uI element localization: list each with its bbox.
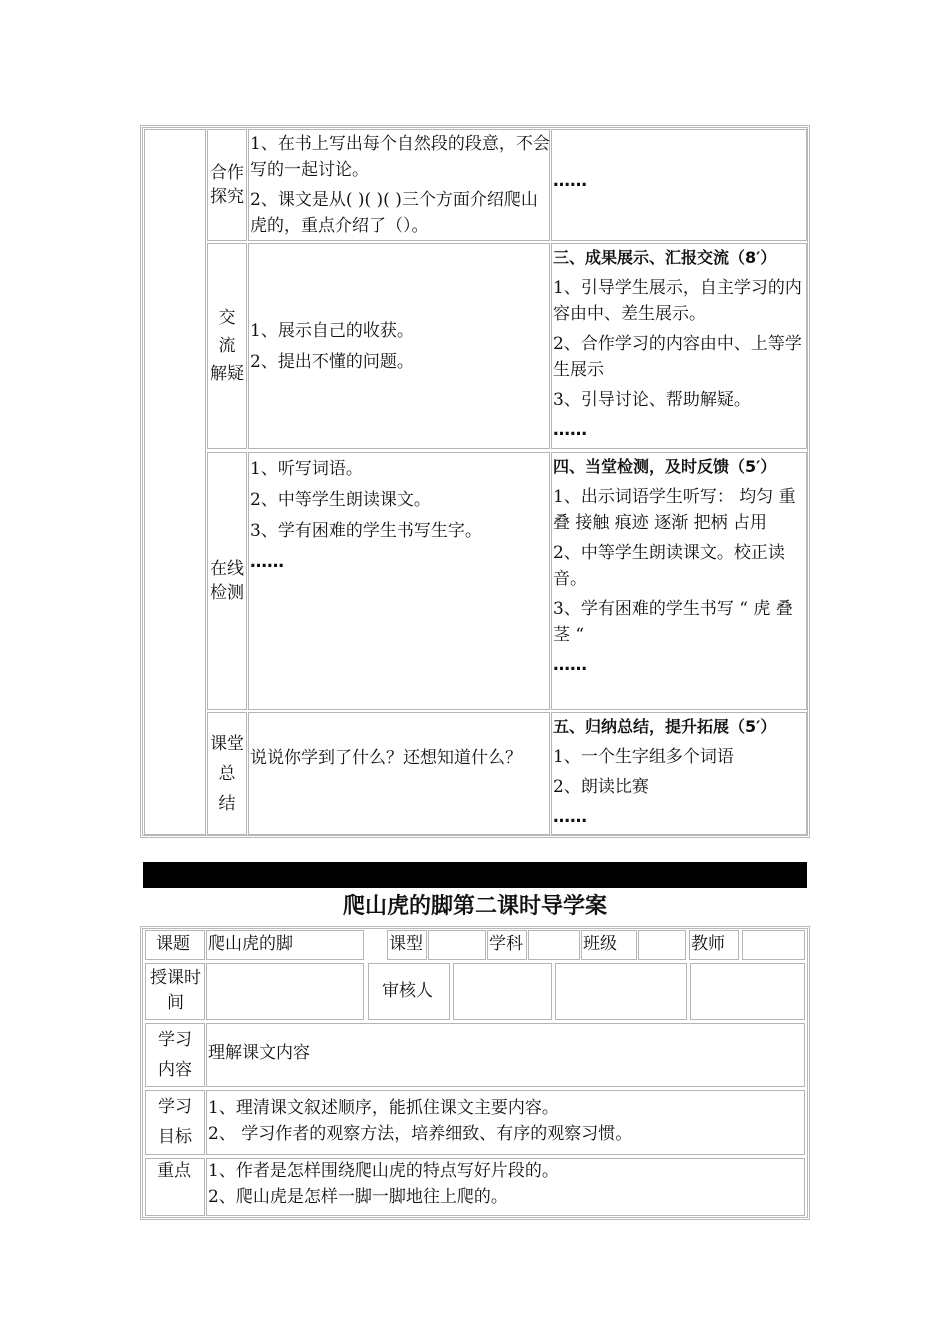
- goals-label: 学习目标: [158, 1097, 192, 1147]
- black-divider-bar: [143, 862, 807, 888]
- class-value-cell: [638, 930, 686, 960]
- teacher-heading: 五、归纳总结，提升拓展（5′）: [553, 717, 777, 736]
- teacher-item: 3、学有困难的学生书写 “ 虎 叠 茎 “: [553, 599, 793, 645]
- time-label: 授课时间: [150, 968, 201, 1013]
- student-item: 1、展示自己的收获。: [250, 321, 414, 341]
- teacher-text-row4: [553, 714, 807, 830]
- teacher-item: 1、引导学生展示，自主学习的内容由中、差生展示。: [553, 278, 802, 324]
- reviewer-value-cell-c: [690, 963, 805, 1020]
- student-text-row4: 说说你学到了什么？还想知道什么？: [250, 748, 522, 768]
- teacher-ellipsis: ……: [553, 807, 587, 827]
- type-value-cell: [428, 930, 486, 960]
- student-item: 1、在书上写出每个自然段的段意，不会写的一起讨论。: [250, 134, 550, 180]
- teacher-ellipsis: ……: [553, 420, 587, 440]
- student-text-row2: [250, 316, 548, 378]
- teacher-item: 2、合作学习的内容由中、上等学生展示: [553, 334, 802, 380]
- teacher-value-cell: [742, 930, 805, 960]
- keypoint-item: 1、作者是怎样围绕爬山虎的特点写好片段的。: [208, 1161, 559, 1181]
- teacher-text-row2: [553, 245, 807, 443]
- stage-label-cooperate: 合作探究: [210, 163, 244, 207]
- reviewer-label: 审核人: [382, 981, 433, 1001]
- stage-label-exchange: [208, 244, 246, 448]
- topic-label: 课题: [156, 934, 190, 954]
- teacher-ellipsis: ……: [553, 655, 587, 675]
- subject-value-cell: [528, 930, 580, 960]
- teacher-item: 1、出示词语学生听写： 均匀 重叠 接触 痕迹 逐渐 把柄 占用: [553, 487, 796, 533]
- upper-left-blank-column: [144, 129, 206, 835]
- subject-label: 学科: [489, 934, 523, 954]
- stage-char: 交: [218, 308, 236, 328]
- student-text-row1: [250, 131, 550, 243]
- stage-char: 流: [218, 336, 236, 356]
- topic-value: 爬山虎的脚: [208, 934, 293, 954]
- stage-char: 总: [218, 763, 236, 784]
- student-text-row3: [250, 454, 548, 578]
- teacher-label: 教师: [691, 934, 725, 954]
- teacher-item: 1、一个生字组多个词语: [553, 747, 734, 767]
- teacher-heading: 四、当堂检测，及时反馈（5′）: [553, 457, 777, 476]
- content-label: 学习内容: [158, 1030, 192, 1080]
- keypoints-list: [208, 1158, 798, 1210]
- keypoint-item: 2、爬山虎是怎样一脚一脚地往上爬的。: [208, 1187, 508, 1207]
- teacher-item: 2、中等学生朗读课文。校正读音。: [553, 543, 785, 589]
- class-label: 班级: [583, 934, 617, 954]
- goals-list: [208, 1095, 798, 1147]
- teacher-item: 2、朗读比赛: [553, 777, 649, 797]
- stage-label-test: 在线检测: [210, 559, 244, 603]
- stage-label-summary: [208, 713, 246, 834]
- goal-item: 1、理清课文叙述顺序，能抓住课文主要内容。: [208, 1098, 559, 1118]
- stage-char: 课堂: [210, 733, 244, 754]
- time-value-cell: [206, 963, 364, 1020]
- type-label: 课型: [389, 934, 423, 954]
- reviewer-value-cell-b: [555, 963, 687, 1020]
- student-item: 2、中等学生朗读课文。: [250, 490, 431, 510]
- student-item: 2、课文是从( )( )( )三个方面介绍爬山虎的，重点介绍了（）。: [250, 190, 538, 236]
- stage-char: 结: [218, 793, 236, 814]
- stage-char: 解疑: [210, 364, 244, 384]
- student-item: 2、提出不懂的问题。: [250, 352, 414, 372]
- student-item: 1、听写词语。: [250, 459, 363, 479]
- student-cell-row4: [248, 712, 550, 835]
- student-ellipsis: ……: [250, 552, 284, 572]
- teacher-ellipsis-row1: ……: [553, 171, 587, 191]
- student-item: 3、学有困难的学生书写生字。: [250, 521, 482, 541]
- reviewer-value-cell-a: [453, 963, 552, 1020]
- goal-item: 2、 学习作者的观察方法，培养细致、有序的观察习惯。: [208, 1124, 633, 1144]
- keypoints-label: 重点: [157, 1161, 191, 1181]
- teacher-heading: 三、成果展示、汇报交流（8′）: [553, 248, 777, 267]
- page-title: 爬山虎的脚第二课时导学案: [342, 894, 607, 919]
- teacher-item: 3、引导讨论、帮助解疑。: [553, 390, 751, 410]
- teacher-text-row3: [553, 454, 807, 678]
- content-value: 理解课文内容: [208, 1043, 310, 1063]
